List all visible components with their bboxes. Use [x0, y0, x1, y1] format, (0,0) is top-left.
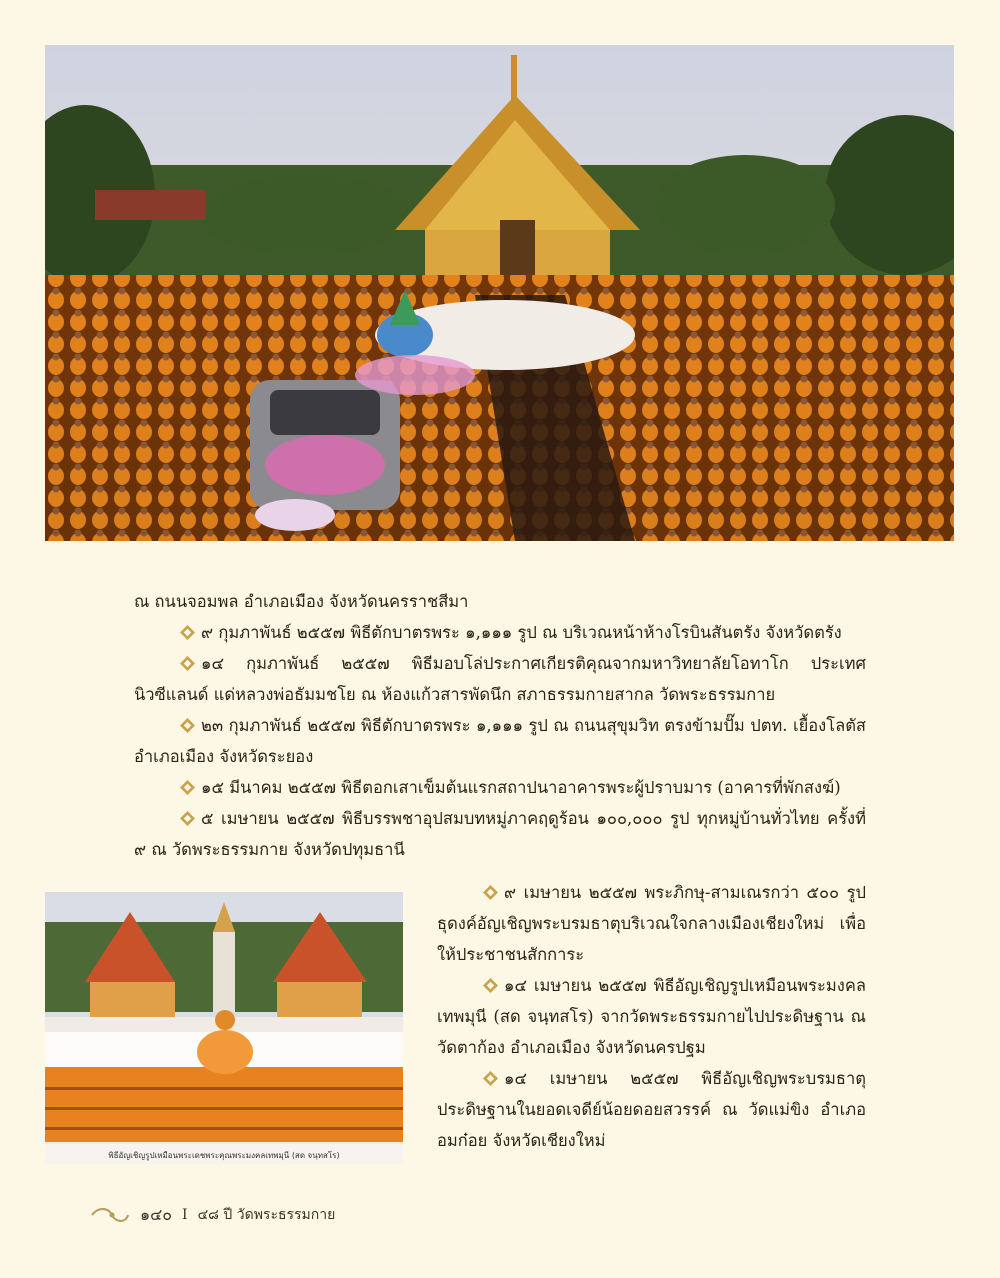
paragraph: ๑๔ เมษายน ๒๕๕๗ พิธีอัญเชิญพระบรมธาตุประดิษฐานในยอดเจดีย์น้อยดอยสวรรค์ ณ วัดแม่ขิง อำเภออมก๋อย จังหวัดเชียงใหม่ — [437, 1069, 866, 1150]
paragraph: ๑๕ มีนาคม ๒๕๕๗ พิธีตอกเสาเข็มต้นแรกสถาปนาอาคารพระผู้ปราบมาร (อาคารที่พักสงฆ์) — [134, 772, 866, 803]
paragraph: ๕ เมษายน ๒๕๕๗ พิธีบรรพชาอุปสมบทหมู่ภาคฤดูร้อน ๑๐๐,๐๐๐ รูป ทุกหมู่บ้านทั่วไทย ครั้งที่ ๙ ณ วัดพระธรรมกาย จังหวัดปทุมธานี — [134, 809, 866, 859]
page-footer — [90, 1200, 335, 1230]
main-text — [134, 586, 866, 865]
paragraph: ๑๔ เมษายน ๒๕๕๗ พิธีอัญเชิญรูปเหมือนพระมงคลเทพมุนี (สด จนฺทสโร) จากวัดพระธรรมกายไปประดิษฐาน ณ วัดตาก้อง อำเภอเมือง จังหวัดนครปฐม — [437, 976, 866, 1057]
page-number: ๑๔๐ — [140, 1204, 173, 1224]
diamond-bullet-icon — [483, 978, 498, 993]
diamond-bullet-icon — [180, 780, 195, 795]
diamond-bullet-icon — [180, 656, 195, 671]
diamond-bullet-icon — [483, 1071, 498, 1086]
diamond-bullet-icon — [180, 625, 195, 640]
diamond-bullet-icon — [180, 718, 195, 733]
paragraph: ๙ กุมภาพันธ์ ๒๕๕๗ พิธีตักบาตรพระ ๑,๑๑๑ รูป ณ บริเวณหน้าห้างโรบินสันตรัง จังหวัดตรัง — [134, 617, 866, 648]
photo-caption: พิธีอัญเชิญรูปเหมือนพระเดชพระคุณพระมงคลเทพมุนี (สด จนฺทสโร) — [108, 1151, 340, 1160]
paragraph: ๙ เมษายน ๒๕๕๗ พระภิกษุ-สามเณรกว่า ๕๐๐ รูป ธุดงค์อัญเชิญพระบรมธาตุบริเวณใจกลางเมืองเชียงใหม่ เพื่อให้ประชาชนสักการะ — [437, 883, 866, 964]
diamond-bullet-icon — [483, 885, 498, 900]
paragraph: ณ ถนนจอมพล อำเภอเมือง จังหวัดนครราชสีมา — [134, 592, 469, 611]
right-text — [437, 877, 866, 1156]
ornament-icon — [90, 1205, 130, 1225]
book-title: ๔๘ ปี วัดพระธรรมกาย — [197, 1207, 336, 1223]
paragraph: ๑๔ กุมภาพันธ์ ๒๕๕๗ พิธีมอบโล่ประกาศเกียรติคุณจากมหาวิทยาลัยโอทาโก ประเทศนิวซีแลนด์ แด่หลวงพ่อธัมมชโย ณ ห้องแก้วสารพัดนึก สภาธรรมกายสากล วัดพระธรรมกาย — [134, 654, 866, 704]
footer-separator: I — [182, 1207, 188, 1223]
photo-statue-ceremony — [45, 892, 403, 1164]
photo-temple-alms-ceremony — [45, 45, 954, 541]
diamond-bullet-icon — [180, 811, 195, 826]
paragraph: ๒๓ กุมภาพันธ์ ๒๕๕๗ พิธีตักบาตรพระ ๑,๑๑๑ รูป ณ ถนนสุขุมวิท ตรงข้ามปั๊ม ปตท. เยื้องโลตัส อำเภอเมือง จังหวัดระยอง — [134, 716, 866, 766]
